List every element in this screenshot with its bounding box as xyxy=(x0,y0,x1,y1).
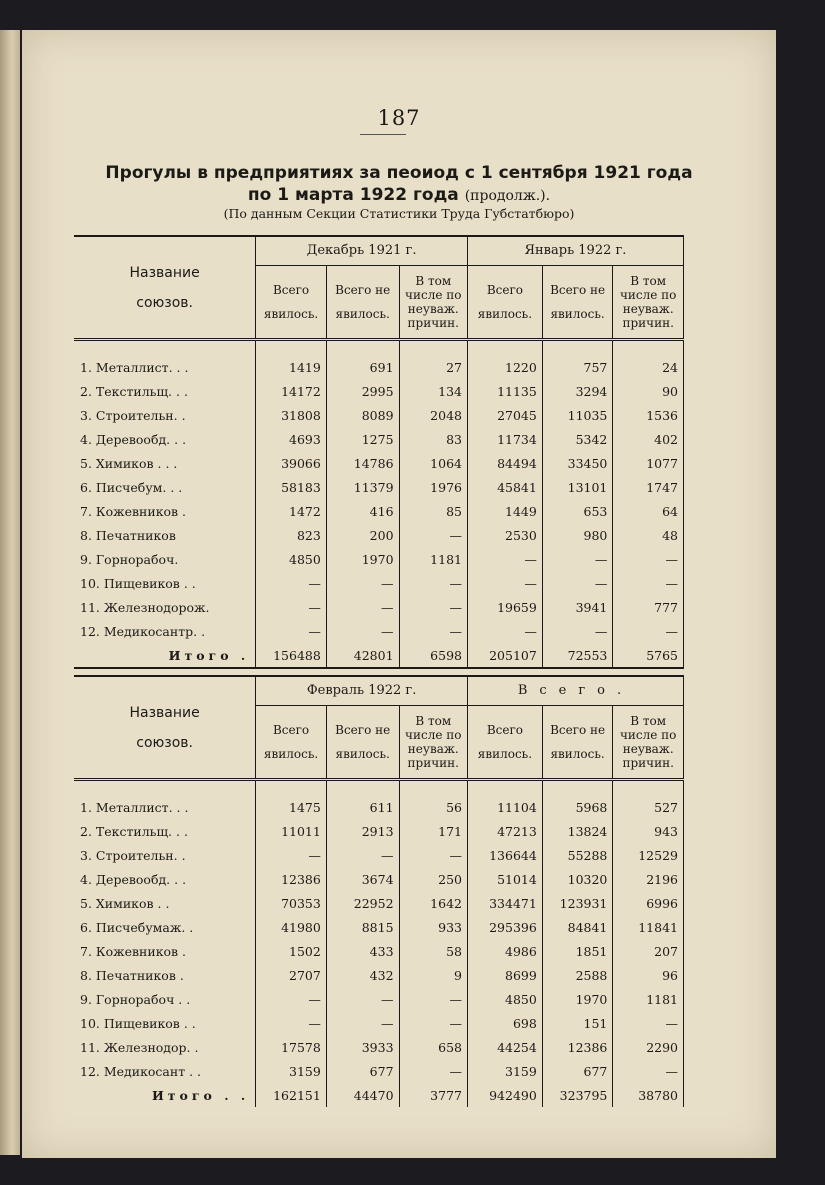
value-cell: 5342 xyxy=(542,427,613,451)
table-row xyxy=(74,523,684,547)
value-cell: 64 xyxy=(613,499,684,523)
page-subtitle: (По данным Секции Статистики Труда Губстатбюро) xyxy=(223,206,575,221)
title-line-2-text: по 1 марта 1922 года xyxy=(247,185,459,205)
value-cell: 1642 xyxy=(399,891,467,915)
value-cell: — xyxy=(256,619,327,643)
union-name-cell: 8. Печатников . xyxy=(74,963,256,987)
value-cell: — xyxy=(399,619,467,643)
value-cell: 2290 xyxy=(613,1035,684,1059)
group-header-february-1922: Февраль 1922 г. xyxy=(256,676,468,706)
value-cell: 200 xyxy=(326,523,399,547)
value-cell: 323795 xyxy=(542,1083,613,1107)
value-cell: 13101 xyxy=(542,475,613,499)
union-name-cell: 10. Пищевиков . . xyxy=(74,571,256,595)
value-cell: 156488 xyxy=(256,643,327,668)
value-cell: 134 xyxy=(399,379,467,403)
union-name-cell: 9. Горнорабоч. xyxy=(74,547,256,571)
table-row xyxy=(74,571,684,595)
value-cell: 51014 xyxy=(467,867,542,891)
value-cell: 5968 xyxy=(542,795,613,819)
value-cell: 205107 xyxy=(467,643,542,668)
value-cell: — xyxy=(399,1059,467,1083)
value-cell: 4850 xyxy=(256,547,327,571)
union-name-cell: 3. Строительн. . xyxy=(74,843,256,867)
value-cell: 3159 xyxy=(467,1059,542,1083)
value-cell: 4986 xyxy=(467,939,542,963)
table-row xyxy=(74,1011,684,1035)
value-cell: 3941 xyxy=(542,595,613,619)
union-name-header: Название союзов. xyxy=(74,236,256,340)
value-cell: 12386 xyxy=(542,1035,613,1059)
value-cell: — xyxy=(256,595,327,619)
value-cell: 84841 xyxy=(542,915,613,939)
value-cell: 14786 xyxy=(326,451,399,475)
value-cell: — xyxy=(399,987,467,1011)
value-cell: 1502 xyxy=(256,939,327,963)
value-cell: 56 xyxy=(399,795,467,819)
union-name-cell: 12. Медикосантр. . xyxy=(74,619,256,643)
union-name-cell: Итого . . xyxy=(74,1083,256,1107)
table-row xyxy=(74,619,684,643)
value-cell: 933 xyxy=(399,915,467,939)
value-cell: — xyxy=(613,1059,684,1083)
col-header-unexcused: В том числе по неуваж. причин. xyxy=(399,706,467,780)
union-name-header: Название союзов. xyxy=(74,676,256,780)
value-cell: 611 xyxy=(326,795,399,819)
value-cell: 8699 xyxy=(467,963,542,987)
value-cell: 1970 xyxy=(326,547,399,571)
value-cell: — xyxy=(542,547,613,571)
value-cell: 10320 xyxy=(542,867,613,891)
value-cell: 1851 xyxy=(542,939,613,963)
value-cell: 942490 xyxy=(467,1083,542,1107)
table-row xyxy=(74,939,684,963)
value-cell: 90 xyxy=(613,379,684,403)
value-cell: 1181 xyxy=(399,547,467,571)
union-name-cell: 2. Текстильщ. . . xyxy=(74,379,256,403)
value-cell: 2995 xyxy=(326,379,399,403)
union-name-cell: 5. Химиков . . xyxy=(74,891,256,915)
title-suffix: (продолж.). xyxy=(464,188,551,204)
value-cell: 823 xyxy=(256,523,327,547)
value-cell: 980 xyxy=(542,523,613,547)
value-cell: — xyxy=(326,987,399,1011)
value-cell: — xyxy=(467,547,542,571)
col-header-total-present: Всего явилось. xyxy=(467,706,542,780)
union-name-cell: 3. Строительн. . xyxy=(74,403,256,427)
value-cell: 48 xyxy=(613,523,684,547)
group-header-january-1922: Январь 1922 г. xyxy=(467,236,683,266)
value-cell: 1181 xyxy=(613,987,684,1011)
union-name-cell: 1. Металлист. . . xyxy=(74,795,256,819)
value-cell: — xyxy=(613,1011,684,1035)
value-cell: 11379 xyxy=(326,475,399,499)
absence-table-feb-total xyxy=(74,675,684,1107)
value-cell: 72553 xyxy=(542,643,613,668)
title-line-2 xyxy=(22,184,776,207)
value-cell: 39066 xyxy=(256,451,327,475)
group-header-all-total: Всего. xyxy=(467,676,683,706)
union-name-cell: 7. Кожевников . xyxy=(74,939,256,963)
table-row xyxy=(74,1059,684,1083)
value-cell: 19659 xyxy=(467,595,542,619)
table-row xyxy=(74,595,684,619)
table-row xyxy=(74,843,684,867)
value-cell: — xyxy=(613,571,684,595)
col-header-unexcused: В том числе по неуваж. причин. xyxy=(613,706,684,780)
value-cell: 658 xyxy=(399,1035,467,1059)
union-name-cell: 4. Деревообд. . . xyxy=(74,427,256,451)
value-cell: 84494 xyxy=(467,451,542,475)
value-cell: — xyxy=(399,595,467,619)
value-cell: — xyxy=(326,843,399,867)
union-name-cell: 8. Печатников xyxy=(74,523,256,547)
value-cell: 22952 xyxy=(326,891,399,915)
table-row xyxy=(74,379,684,403)
value-cell: 11135 xyxy=(467,379,542,403)
col-header-total-absent: Всего не явилось. xyxy=(326,266,399,340)
value-cell: 41980 xyxy=(256,915,327,939)
value-cell: — xyxy=(542,571,613,595)
table1-body xyxy=(74,340,684,676)
value-cell: 3674 xyxy=(326,867,399,891)
value-cell: 1449 xyxy=(467,499,542,523)
page-number-underline xyxy=(360,134,406,135)
table-row xyxy=(74,891,684,915)
value-cell: 27045 xyxy=(467,403,542,427)
value-cell: 1976 xyxy=(399,475,467,499)
col-header-total-present: Всего явилось. xyxy=(256,706,327,780)
value-cell: 2530 xyxy=(467,523,542,547)
value-cell: 1475 xyxy=(256,795,327,819)
value-cell: — xyxy=(613,547,684,571)
value-cell: 44470 xyxy=(326,1083,399,1107)
table-row xyxy=(74,499,684,523)
value-cell: 1970 xyxy=(542,987,613,1011)
value-cell: — xyxy=(542,619,613,643)
value-cell: 1747 xyxy=(613,475,684,499)
value-cell: — xyxy=(399,523,467,547)
union-name-cell: 10. Пищевиков . . xyxy=(74,1011,256,1035)
value-cell: 1536 xyxy=(613,403,684,427)
value-cell: 136644 xyxy=(467,843,542,867)
value-cell: 12529 xyxy=(613,843,684,867)
union-name-cell: 1. Металлист. . . xyxy=(74,355,256,379)
value-cell: 151 xyxy=(542,1011,613,1035)
value-cell: — xyxy=(326,1011,399,1035)
table-row xyxy=(74,867,684,891)
union-name-cell: 6. Писчебум. . . xyxy=(74,475,256,499)
value-cell: 11035 xyxy=(542,403,613,427)
value-cell: 14172 xyxy=(256,379,327,403)
value-cell: 11104 xyxy=(467,795,542,819)
union-name-cell: 11. Железнодорож. xyxy=(74,595,256,619)
value-cell: 17578 xyxy=(256,1035,327,1059)
value-cell: 653 xyxy=(542,499,613,523)
union-name-cell: 6. Писчебумаж. . xyxy=(74,915,256,939)
union-name-cell: 5. Химиков . . . xyxy=(74,451,256,475)
value-cell: 2196 xyxy=(613,867,684,891)
value-cell: 85 xyxy=(399,499,467,523)
value-cell: 677 xyxy=(326,1059,399,1083)
value-cell: — xyxy=(399,571,467,595)
value-cell: 4850 xyxy=(467,987,542,1011)
value-cell: 6598 xyxy=(399,643,467,668)
table-row xyxy=(74,819,684,843)
table-row xyxy=(74,427,684,451)
value-cell: 47213 xyxy=(467,819,542,843)
value-cell: — xyxy=(467,571,542,595)
value-cell: 5765 xyxy=(613,643,684,668)
union-name-cell: 2. Текстильщ. . . xyxy=(74,819,256,843)
value-cell: 11011 xyxy=(256,819,327,843)
value-cell: 58 xyxy=(399,939,467,963)
value-cell: 1064 xyxy=(399,451,467,475)
value-cell: — xyxy=(467,619,542,643)
value-cell: 677 xyxy=(542,1059,613,1083)
value-cell: 416 xyxy=(326,499,399,523)
value-cell: 27 xyxy=(399,355,467,379)
value-cell: 207 xyxy=(613,939,684,963)
value-cell: — xyxy=(326,595,399,619)
value-cell: 334471 xyxy=(467,891,542,915)
value-cell: 42801 xyxy=(326,643,399,668)
value-cell: — xyxy=(256,843,327,867)
value-cell: 11841 xyxy=(613,915,684,939)
value-cell: 1220 xyxy=(467,355,542,379)
value-cell: 45841 xyxy=(467,475,542,499)
group-header-december-1921: Декабрь 1921 г. xyxy=(256,236,468,266)
value-cell: 1077 xyxy=(613,451,684,475)
value-cell: 698 xyxy=(467,1011,542,1035)
table-row xyxy=(74,987,684,1011)
table2-body xyxy=(74,780,684,1108)
value-cell: — xyxy=(399,1011,467,1035)
value-cell: 31808 xyxy=(256,403,327,427)
value-cell: 123931 xyxy=(542,891,613,915)
table-row xyxy=(74,915,684,939)
value-cell: — xyxy=(256,571,327,595)
value-cell: 70353 xyxy=(256,891,327,915)
value-cell: 55288 xyxy=(542,843,613,867)
value-cell: 6996 xyxy=(613,891,684,915)
value-cell: 2048 xyxy=(399,403,467,427)
table-row xyxy=(74,547,684,571)
value-cell: — xyxy=(256,1011,327,1035)
value-cell: — xyxy=(256,987,327,1011)
value-cell: 3159 xyxy=(256,1059,327,1083)
value-cell: 11734 xyxy=(467,427,542,451)
page-number: 187 xyxy=(377,106,421,130)
value-cell: 1419 xyxy=(256,355,327,379)
union-name-cell: 4. Деревообд. . . xyxy=(74,867,256,891)
table-row xyxy=(74,1035,684,1059)
value-cell: 8815 xyxy=(326,915,399,939)
table-row xyxy=(74,355,684,379)
value-cell: 2913 xyxy=(326,819,399,843)
value-cell: 1472 xyxy=(256,499,327,523)
value-cell: 58183 xyxy=(256,475,327,499)
value-cell: 33450 xyxy=(542,451,613,475)
col-header-total-present: Всего явилось. xyxy=(467,266,542,340)
col-header-total-absent: Всего не явилось. xyxy=(542,266,613,340)
value-cell: 432 xyxy=(326,963,399,987)
page-title xyxy=(22,162,776,207)
value-cell: 162151 xyxy=(256,1083,327,1107)
value-cell: 3777 xyxy=(399,1083,467,1107)
value-cell: 9 xyxy=(399,963,467,987)
value-cell: 44254 xyxy=(467,1035,542,1059)
value-cell: 402 xyxy=(613,427,684,451)
adjacent-page-edge xyxy=(0,30,20,1155)
col-header-unexcused: В том числе по неуваж. причин. xyxy=(613,266,684,340)
union-name-cell: 12. Медикосант . . xyxy=(74,1059,256,1083)
table-row xyxy=(74,475,684,499)
col-header-unexcused: В том числе по неуваж. причин. xyxy=(399,266,467,340)
book-page xyxy=(22,30,776,1158)
value-cell: 24 xyxy=(613,355,684,379)
value-cell: 12386 xyxy=(256,867,327,891)
value-cell: 4693 xyxy=(256,427,327,451)
table-row xyxy=(74,451,684,475)
value-cell: 2588 xyxy=(542,963,613,987)
value-cell: 8089 xyxy=(326,403,399,427)
value-cell: — xyxy=(326,571,399,595)
value-cell: 38780 xyxy=(613,1083,684,1107)
value-cell: 250 xyxy=(399,867,467,891)
value-cell: — xyxy=(399,843,467,867)
value-cell: — xyxy=(326,619,399,643)
value-cell: 96 xyxy=(613,963,684,987)
value-cell: 777 xyxy=(613,595,684,619)
table-row xyxy=(74,963,684,987)
value-cell: — xyxy=(613,619,684,643)
title-line-1: Прогулы в предприятиях за пеоиод с 1 сентября 1921 года xyxy=(105,163,693,183)
value-cell: 757 xyxy=(542,355,613,379)
value-cell: 295396 xyxy=(467,915,542,939)
table-row xyxy=(74,403,684,427)
union-name-cell: 9. Горнорабоч . . xyxy=(74,987,256,1011)
table-row xyxy=(74,795,684,819)
union-name-cell: 11. Железнодор. . xyxy=(74,1035,256,1059)
value-cell: 3294 xyxy=(542,379,613,403)
value-cell: 3933 xyxy=(326,1035,399,1059)
value-cell: 83 xyxy=(399,427,467,451)
absence-table-dec-jan xyxy=(74,235,684,675)
col-header-total-absent: Всего не явилось. xyxy=(542,706,613,780)
value-cell: 527 xyxy=(613,795,684,819)
col-header-total-present: Всего явилось. xyxy=(256,266,327,340)
col-header-total-absent: Всего не явилось. xyxy=(326,706,399,780)
value-cell: 2707 xyxy=(256,963,327,987)
value-cell: 13824 xyxy=(542,819,613,843)
table-row-total xyxy=(74,643,684,668)
union-name-cell: 7. Кожевников . xyxy=(74,499,256,523)
value-cell: 943 xyxy=(613,819,684,843)
table-row-total xyxy=(74,1083,684,1107)
value-cell: 433 xyxy=(326,939,399,963)
value-cell: 691 xyxy=(326,355,399,379)
value-cell: 1275 xyxy=(326,427,399,451)
union-name-cell: Итого . xyxy=(74,643,256,668)
value-cell: 171 xyxy=(399,819,467,843)
